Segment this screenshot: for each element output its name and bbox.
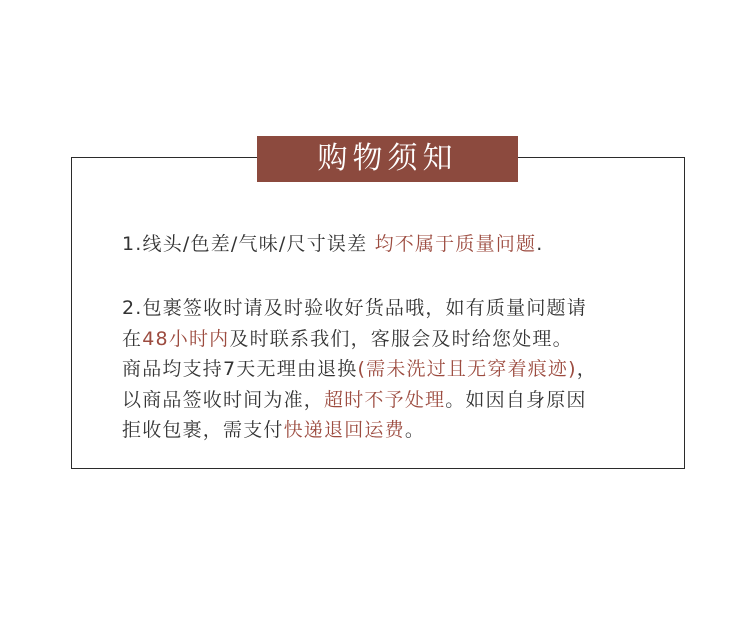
item-1-highlight: 均不属于质量问题: [374, 233, 537, 255]
title-banner: 购物须知: [257, 136, 518, 182]
item-2-line-5-pre: 拒收包裹，需支付: [122, 419, 284, 441]
item-2-line-3-highlight: (需未洗过且无穿着痕迹): [357, 358, 577, 380]
item-2-line-2: [122, 324, 652, 355]
item-2-line-4-post: 。如因自身原因: [445, 388, 587, 411]
item-2-line-2-post: 及时联系我们，客服会及时给您处理。: [229, 327, 573, 350]
item-2-line-2-pre: 在: [122, 327, 143, 350]
item-1-line: [122, 229, 652, 260]
item-2-line-5: [122, 415, 652, 446]
item-2-line-1: [122, 293, 652, 324]
item-2-line-1-text: 2.包裹签收时请及时验收好货品哦，如有质量问题请: [122, 297, 587, 319]
notice-item-2: [122, 293, 652, 446]
item-1-suffix: .: [536, 233, 544, 255]
item-2-line-3: [122, 354, 652, 385]
item-2-line-3-pre: 商品均支持7天无理由退换: [122, 358, 358, 380]
item-2-line-3-post: ，: [576, 358, 597, 380]
item-1-prefix: 1.线头/色差/气味/尺寸误差: [122, 233, 375, 255]
item-2-line-4: [122, 385, 652, 416]
item-2-line-4-pre: 以商品签收时间为准，: [122, 388, 325, 411]
item-2-line-5-post: 。: [404, 419, 426, 441]
item-2-line-2-highlight: 48小时内: [142, 327, 230, 350]
item-2-line-5-highlight: 快递退回运费: [283, 419, 405, 441]
notice-item-1: [122, 229, 652, 260]
item-2-line-4-highlight: 超时不予处理: [324, 388, 446, 411]
